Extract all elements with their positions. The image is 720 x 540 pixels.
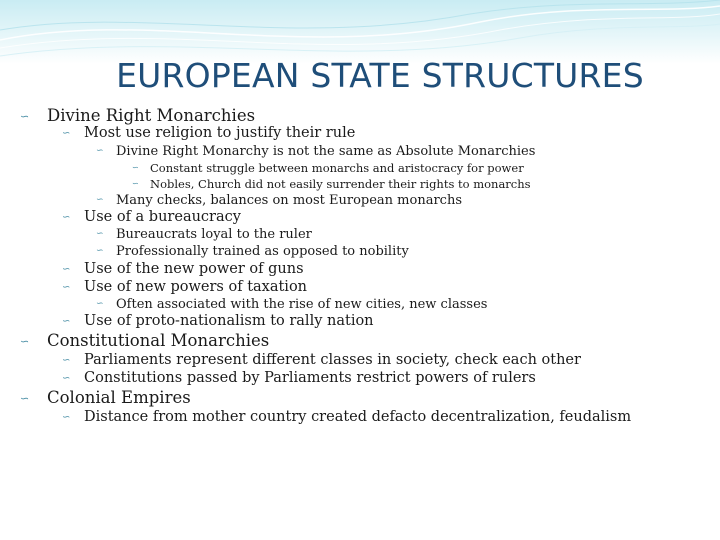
outline-text: Use of proto-nationalism to rally nation bbox=[84, 313, 374, 329]
outline-text: Use of the new power of guns bbox=[84, 261, 304, 277]
outline-text: Parliaments represent different classes in society, check each other bbox=[84, 352, 581, 368]
outline-text: Many checks, balances on most European monarchs bbox=[116, 193, 462, 208]
slide-title: EUROPEAN STATE STRUCTURES bbox=[116, 56, 644, 95]
outline-text: Bureaucrats loyal to the ruler bbox=[116, 227, 312, 242]
outline-text: Distance from mother country created defacto decentralization, feudalism bbox=[84, 409, 632, 425]
wave-bullet-icon: ∽ bbox=[62, 128, 71, 139]
outline-text: Use of a bureaucracy bbox=[84, 209, 241, 225]
outline-text: Divine Right Monarchy is not the same as Absolute Monarchies bbox=[116, 144, 536, 159]
wave-bullet-icon: ∽ bbox=[20, 110, 30, 123]
outline-text: Use of new powers of taxation bbox=[84, 279, 308, 295]
outline-text: Most use religion to justify their rule bbox=[84, 125, 356, 141]
wave-bullet-icon: ∽ bbox=[96, 146, 104, 156]
outline-text: Professionally trained as opposed to nobility bbox=[116, 244, 409, 259]
wave-bullet-icon: ∽ bbox=[62, 412, 71, 423]
wave-bullet-icon: ∽ bbox=[96, 246, 104, 256]
wave-bullet-icon: ∽ bbox=[62, 212, 71, 223]
wave-bullet-icon: ∽ bbox=[20, 335, 30, 348]
header-band bbox=[0, 0, 720, 64]
wave-bullet-icon: ∽ bbox=[132, 163, 139, 172]
outline-text: Colonial Empires bbox=[47, 388, 191, 407]
outline-text: Nobles, Church did not easily surrender their rights to monarchs bbox=[150, 177, 531, 191]
wave-bullet-icon: ∽ bbox=[62, 282, 71, 293]
wave-bullet-icon: ∽ bbox=[20, 392, 30, 405]
header-wave-decoration bbox=[0, 0, 720, 64]
outline-text: Constant struggle between monarchs and aristocracy for power bbox=[150, 161, 524, 175]
outline-text: Often associated with the rise of new cities, new classes bbox=[116, 297, 488, 312]
outline-text: Divine Right Monarchies bbox=[47, 106, 256, 125]
wave-bullet-icon: ∽ bbox=[96, 195, 104, 205]
wave-bullet-icon: ∽ bbox=[62, 355, 71, 366]
wave-bullet-icon: ∽ bbox=[62, 316, 71, 327]
wave-bullet-icon: ∽ bbox=[62, 264, 71, 275]
wave-bullet-icon: ∽ bbox=[132, 179, 139, 188]
outline-text: Constitutions passed by Parliaments restrict powers of rulers bbox=[84, 370, 536, 386]
wave-bullet-icon: ∽ bbox=[96, 299, 104, 309]
wave-bullet-icon: ∽ bbox=[96, 229, 104, 239]
wave-bullet-icon: ∽ bbox=[62, 373, 71, 384]
outline-text: Constitutional Monarchies bbox=[47, 331, 270, 350]
